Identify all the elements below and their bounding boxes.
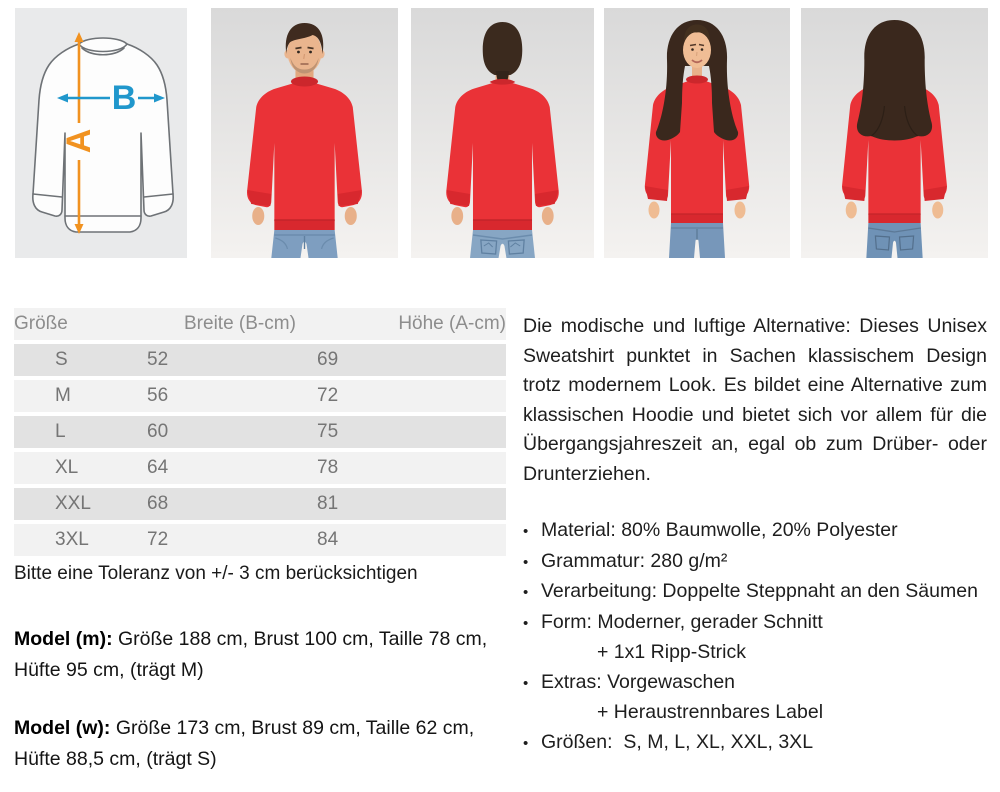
feature-list-item: [523, 577, 987, 608]
feature-list-item: [523, 698, 987, 728]
height-cell: 78: [317, 457, 339, 478]
feature-list-item: [523, 728, 987, 759]
measurement-label-b: B: [111, 79, 137, 117]
feature-list-item: [523, 547, 987, 578]
size-cell: 3XL: [55, 529, 89, 550]
width-cell: 72: [147, 529, 169, 550]
model-m-label: Model (m):: [14, 628, 113, 650]
feature-list-item: [523, 608, 987, 639]
size-cell: L: [55, 421, 66, 442]
description-section: [523, 312, 987, 758]
size-table-header: [14, 308, 506, 340]
sweatshirt-measurement-illustration: [15, 8, 187, 258]
bullet-icon: •: [523, 584, 529, 601]
feature-text: Extras: Vorgewaschen: [541, 670, 736, 693]
feature-text: Verarbeitung: Doppelte Steppnaht an den Säumen: [541, 580, 978, 602]
feature-text: Größen: S, M, L, XL, XXL, 3XL: [541, 730, 814, 753]
size-cell: XL: [55, 457, 79, 478]
feature-list-item: [523, 638, 987, 668]
model-m-info: [14, 624, 494, 686]
sweatshirt-outline-drawing: [33, 38, 173, 232]
size-diagram-image[interactable]: [15, 8, 187, 258]
size-cell: M: [55, 385, 71, 406]
product-description-paragraph: Die modische und luftige Alternative: Dieses Unisex Sweatshirt punktet in Sachen klassischem Design trotz modernem Look. Es bildet eine Alternative zum klassischen Hoodie und bietet sich vor allem für die Übergangsjahreszeit an, egal ob zum Drüber- oder Drunterziehen.: [523, 315, 987, 485]
size-table-row: [14, 380, 506, 412]
feature-list-item: [523, 516, 987, 547]
width-cell: 52: [147, 349, 169, 370]
size-cell: XXL: [55, 493, 91, 514]
model-man-front-photo[interactable]: [211, 8, 398, 258]
product-feature-list: [523, 516, 987, 758]
size-table-row: [14, 452, 506, 484]
height-cell: 69: [317, 349, 339, 370]
width-cell: 56: [147, 385, 169, 406]
bullet-icon: •: [523, 614, 529, 632]
size-table-row: [14, 524, 506, 556]
model-w-text: Größe 173 cm, Brust 89 cm, Taille 62 cm, Hüfte 88,5 cm, (trägt S): [14, 717, 475, 770]
size-table: [14, 308, 506, 556]
height-cell: 72: [317, 385, 339, 406]
bullet-icon: •: [523, 674, 529, 692]
feature-text: Grammatur: 280 g/m²: [541, 549, 728, 572]
measurement-label-a: A: [60, 128, 98, 154]
height-cell: 81: [317, 493, 339, 514]
size-table-row: [14, 344, 506, 376]
feature-list-item: [523, 668, 987, 699]
model-w-label: Model (w):: [14, 717, 111, 739]
model-m-text: Größe 188 cm, Brust 100 cm, Taille 78 cm, Hüfte 95 cm, (trägt M): [14, 628, 488, 681]
model-woman-front-photo[interactable]: [604, 8, 790, 258]
size-table-row: [14, 416, 506, 448]
width-cell: 68: [147, 493, 169, 514]
bullet-icon: •: [523, 553, 529, 571]
size-table-header-cell: Breite (B-cm): [184, 313, 296, 334]
feature-text: Form: Moderner, gerader Schnitt: [541, 610, 823, 633]
height-cell: 75: [317, 421, 339, 442]
woman-front-illustration: [604, 8, 790, 258]
bullet-icon: •: [523, 734, 529, 752]
model-w-info: [14, 713, 494, 775]
model-man-back-photo[interactable]: [411, 8, 594, 258]
man-front-illustration: [211, 8, 398, 258]
feature-text: Material: 80% Baumwolle, 20% Polyester: [541, 519, 898, 541]
size-table-header-cell: Höhe (A-cm): [398, 313, 506, 334]
size-cell: S: [55, 349, 68, 370]
tolerance-note: Bitte eine Toleranz von +/- 3 cm berücksichtigen: [14, 563, 418, 584]
feature-text: + 1x1 Ripp-Strick: [597, 641, 747, 663]
height-cell: 84: [317, 529, 339, 550]
feature-text: + Heraustrennbares Label: [597, 701, 824, 723]
woman-back-illustration: [801, 8, 988, 258]
width-cell: 64: [147, 457, 169, 478]
width-cell: 60: [147, 421, 169, 442]
size-table-body: [14, 344, 506, 556]
size-section: [14, 308, 506, 775]
model-woman-back-photo[interactable]: [801, 8, 988, 258]
size-table-row: [14, 488, 506, 520]
man-back-illustration: [411, 8, 594, 258]
size-table-header-cell: Größe: [14, 313, 68, 334]
bullet-icon: •: [523, 523, 529, 540]
